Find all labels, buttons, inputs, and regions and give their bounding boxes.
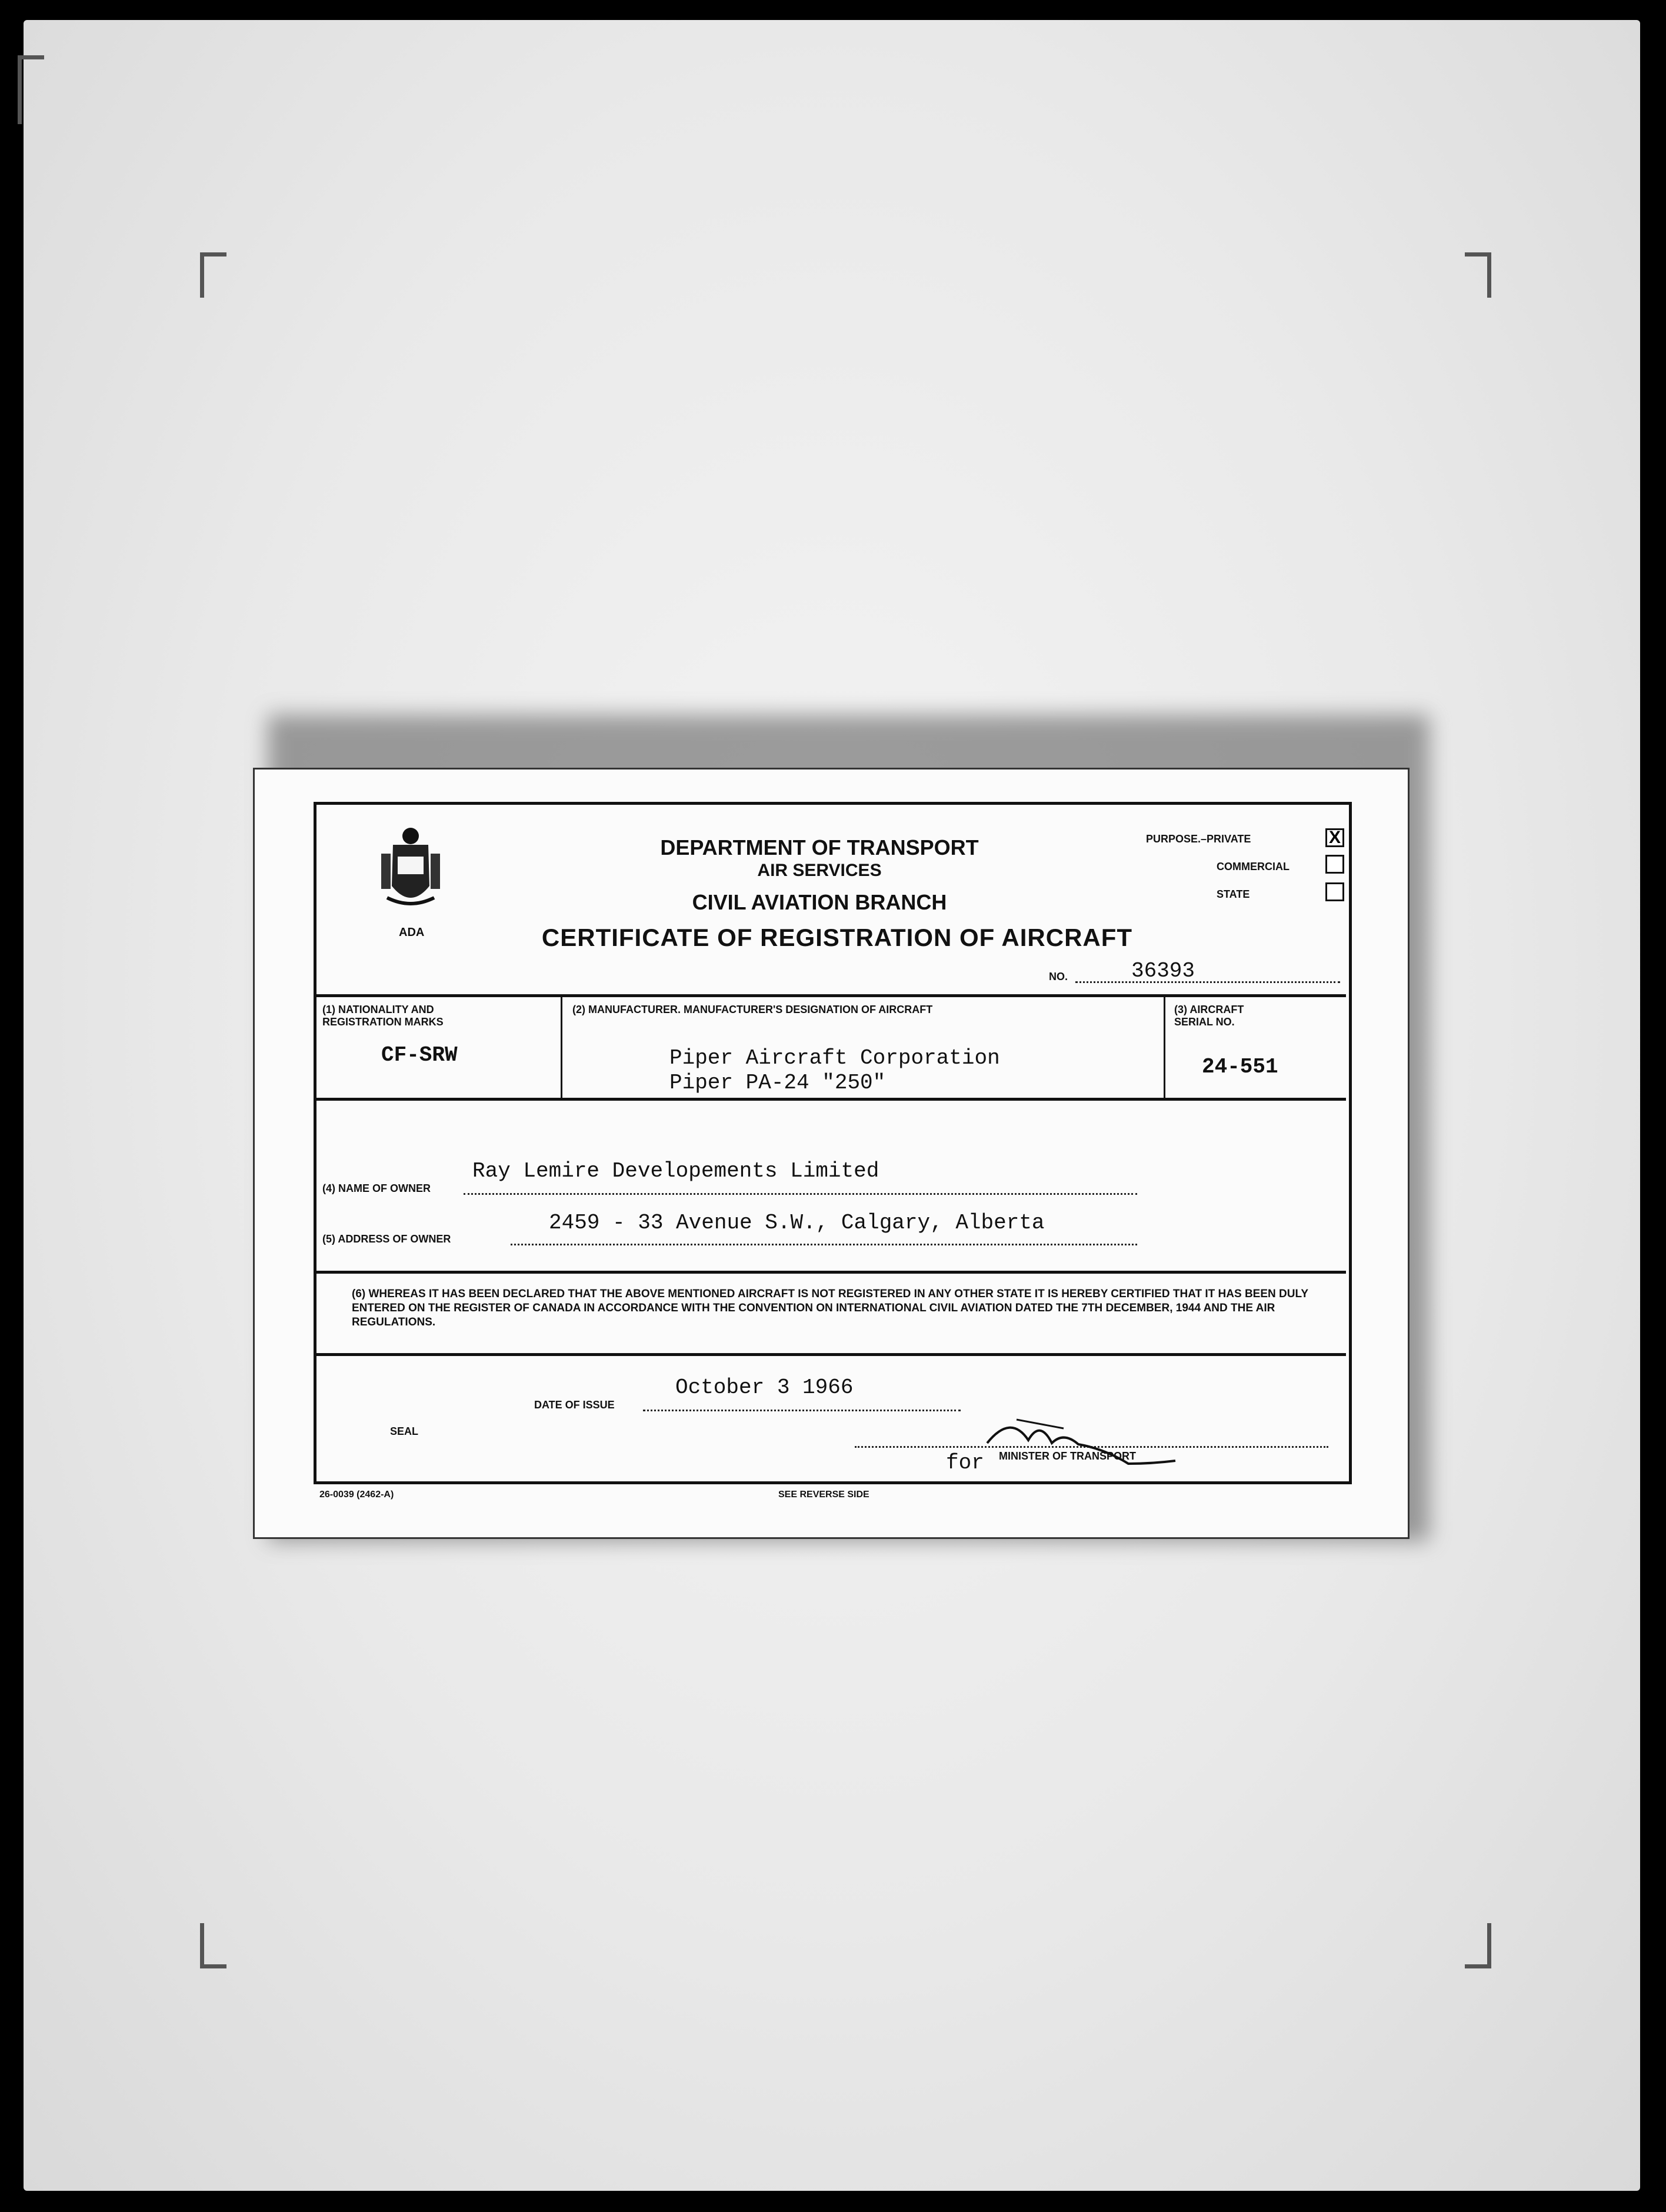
divider-mid-2: [316, 1271, 1346, 1274]
owner-line: [464, 1193, 1137, 1195]
for-text: for: [946, 1451, 984, 1475]
crop-mark-outer-top-left: [18, 55, 44, 124]
purpose-private-checkbox[interactable]: [1325, 828, 1344, 847]
crest-text: ADA: [399, 926, 425, 939]
divider-col-1: [561, 996, 562, 1099]
address-label: (5) ADDRESS OF OWNER: [322, 1233, 451, 1245]
divider-col-2: [1164, 996, 1165, 1099]
nationality-label: (1) NATIONALITY AND REGISTRATION MARKS: [322, 1004, 444, 1028]
serial-value: 24-551: [1202, 1055, 1278, 1079]
address-line: [511, 1244, 1137, 1245]
certificate-card: [253, 768, 1410, 1539]
serial-label: (3) AIRCRAFT SERIAL NO.: [1174, 1004, 1244, 1028]
aircraft-model: Piper PA-24 "250": [669, 1071, 886, 1095]
see-reverse-side: SEE REVERSE SIDE: [778, 1490, 869, 1500]
owner-value: Ray Lemire Developements Limited: [472, 1159, 879, 1183]
crop-mark-bottom-left: [200, 1923, 226, 1968]
divider-top: [316, 994, 1346, 997]
address-value: 2459 - 33 Avenue S.W., Calgary, Alberta: [549, 1211, 1045, 1235]
date-of-issue-value: October 3 1966: [675, 1375, 854, 1400]
certificate-title: CERTIFICATE OF REGISTRATION OF AIRCRAFT: [541, 924, 1133, 951]
manufacturer-label: (2) MANUFACTURER. MANUFACTURER'S DESIGNATION OF AIRCRAFT: [572, 1004, 933, 1015]
certification-statement: (6) WHEREAS IT HAS BEEN DECLARED THAT THE ABOVE MENTIONED AIRCRAFT IS NOT REGISTERED IN ANY OTHER STATE IT IS HEREBY CERTIFIED THAT IT HAS BEEN DULY ENTERED ON THE REGISTER OF CANADA IN ACCORDANCE WITH THE CONVENTION ON INTERNATIONAL CIVIL AVIATION DATED THE 7TH DECEMBER, 1944 AND THE AIR REGULATIONS.: [352, 1288, 1308, 1328]
crop-mark-top-left: [200, 252, 226, 298]
purpose-commercial-label: COMMERCIAL: [1217, 861, 1290, 872]
registration-number-value: 36393: [1131, 959, 1195, 983]
seal-label: SEAL: [390, 1425, 419, 1437]
purpose-commercial-checkbox[interactable]: [1325, 855, 1344, 874]
minister-label: MINISTER OF TRANSPORT: [999, 1450, 1136, 1462]
crop-mark-top-right: [1465, 252, 1491, 298]
divider-mid-1: [316, 1098, 1346, 1101]
department-title: DEPARTMENT OF TRANSPORT: [660, 835, 979, 860]
form-number: 26-0039 (2462-A): [319, 1490, 394, 1500]
owner-label: (4) NAME OF OWNER: [322, 1182, 431, 1194]
registration-number-label: NO.: [1049, 971, 1068, 982]
divider-mid-3: [316, 1353, 1346, 1356]
certificate-frame: [314, 802, 1352, 1484]
purpose-state-checkbox[interactable]: [1325, 882, 1344, 901]
branch-title: CIVIL AVIATION BRANCH: [692, 890, 947, 914]
nationality-value: CF-SRW: [381, 1043, 458, 1067]
air-services-subtitle: AIR SERVICES: [757, 861, 882, 880]
date-of-issue-line: [643, 1410, 961, 1411]
checkmark: X: [1328, 828, 1341, 847]
purpose-state-label: STATE: [1217, 888, 1250, 900]
registration-number-line: [1075, 981, 1340, 983]
manufacturer-name: Piper Aircraft Corporation: [669, 1046, 1000, 1070]
coat-of-arms-icon: [364, 821, 458, 939]
purpose-private-label: PURPOSE.–PRIVATE: [1146, 833, 1251, 845]
crop-mark-bottom-right: [1465, 1923, 1491, 1968]
date-of-issue-label: DATE OF ISSUE: [534, 1399, 615, 1411]
